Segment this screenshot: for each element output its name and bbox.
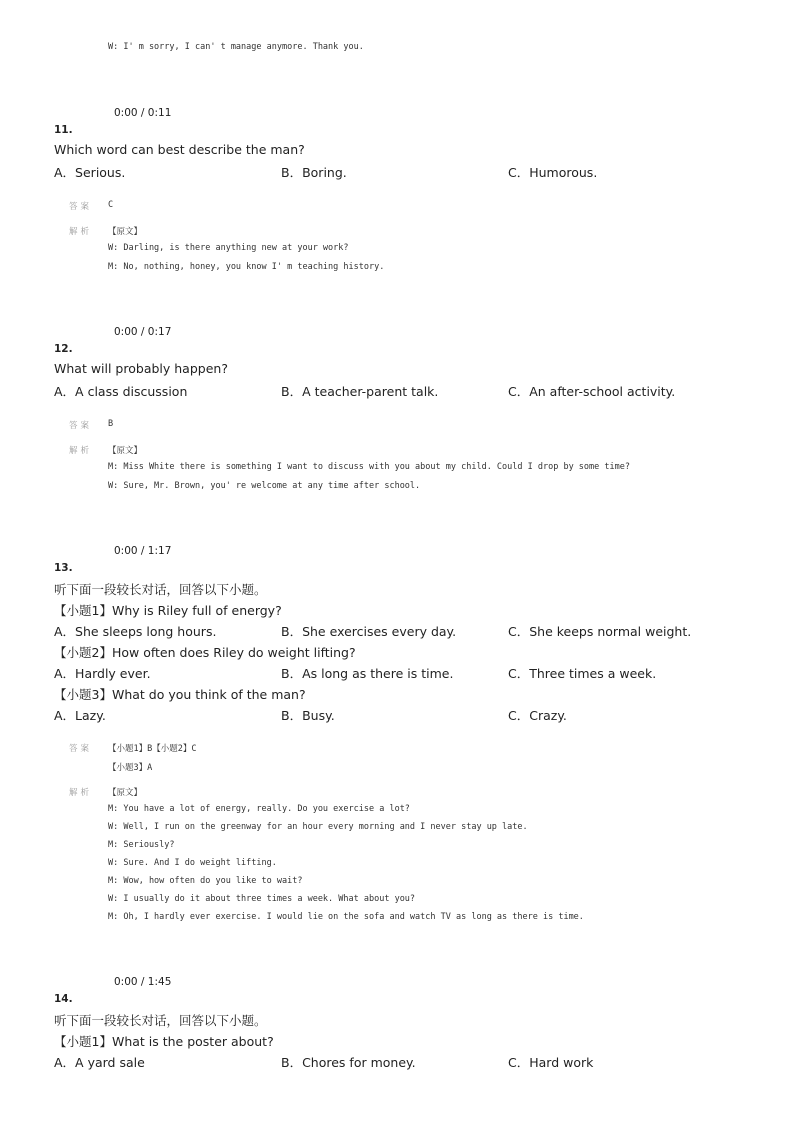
- option-a: A．A class discussion: [54, 384, 188, 399]
- original-text-label: 【原文】: [108, 788, 143, 798]
- option-b: B．A teacher-parent talk.: [281, 384, 439, 399]
- question-text: What will probably happen?: [54, 361, 228, 376]
- analysis-label: 解析: [69, 788, 93, 798]
- option-b: B．She exercises every day.: [281, 624, 457, 639]
- audio-time[interactable]: 0:00 / 0:17: [114, 326, 172, 338]
- answer-label: 答案: [69, 421, 93, 431]
- option-b: B．Chores for money.: [281, 1055, 416, 1070]
- question-number: 14.: [54, 993, 73, 1005]
- option-a: A．She sleeps long hours.: [54, 624, 217, 639]
- option-b: B．As long as there is time.: [281, 666, 454, 681]
- answer-value: C: [108, 200, 114, 210]
- question-intro: 听下面一段较长对话，回答以下小题。: [54, 1013, 267, 1028]
- original-text-label: 【原文】: [108, 227, 143, 237]
- original-text-label: 【原文】: [108, 446, 143, 456]
- transcript-line: M: Miss White there is something I want to discuss with you about my child. Could I drop by some time?: [108, 462, 630, 472]
- question-number: 12.: [54, 343, 73, 355]
- transcript-line: M: Oh, I hardly ever exercise. I would lie on the sofa and watch TV as long as there is time.: [108, 912, 584, 922]
- option-c: C．She keeps normal weight.: [508, 624, 692, 639]
- option-b: B．Boring.: [281, 165, 347, 180]
- transcript-line: W: I usually do it about three times a week. What about you?: [108, 894, 416, 904]
- question-intro: 听下面一段较长对话，回答以下小题。: [54, 582, 267, 597]
- option-a: A．Lazy.: [54, 708, 106, 723]
- audio-time[interactable]: 0:00 / 0:11: [114, 107, 172, 119]
- transcript-line: W: Darling, is there anything new at your work?: [108, 243, 349, 253]
- question-number: 11.: [54, 124, 73, 136]
- audio-time[interactable]: 0:00 / 1:17: [114, 545, 172, 557]
- option-c: C．An after-school activity.: [508, 384, 676, 399]
- sub-question: 【小题1】What is the poster about?: [54, 1034, 274, 1049]
- option-c: C．Humorous.: [508, 165, 598, 180]
- option-b: B．Busy.: [281, 708, 335, 723]
- question-number: 13.: [54, 562, 73, 574]
- option-a: A．Serious.: [54, 165, 126, 180]
- audio-time[interactable]: 0:00 / 1:45: [114, 976, 172, 988]
- analysis-label: 解析: [69, 446, 93, 456]
- question-text: Which word can best describe the man?: [54, 142, 305, 157]
- transcript-line: W: I' m sorry, I can' t manage anymore. Thank you.: [108, 42, 364, 52]
- transcript-line: M: Seriously?: [108, 840, 175, 850]
- transcript-line: W: Sure. And I do weight lifting.: [108, 858, 277, 868]
- transcript-line: M: No, nothing, honey, you know I' m teaching history.: [108, 262, 385, 272]
- option-c: C．Crazy.: [508, 708, 567, 723]
- option-c: C．Three times a week.: [508, 666, 657, 681]
- transcript-line: W: Well, I run on the greenway for an hour every morning and I never stay up late.: [108, 822, 528, 832]
- answer-value: 【小题3】A: [108, 763, 153, 773]
- transcript-line: W: Sure, Mr. Brown, you' re welcome at any time after school.: [108, 481, 421, 491]
- transcript-line: M: You have a lot of energy, really. Do you exercise a lot?: [108, 804, 410, 814]
- sub-question: 【小题1】Why is Riley full of energy?: [54, 603, 282, 618]
- answer-value: B: [108, 419, 114, 429]
- transcript-line: M: Wow, how often do you like to wait?: [108, 876, 303, 886]
- analysis-label: 解析: [69, 227, 93, 237]
- sub-question: 【小题3】What do you think of the man?: [54, 687, 306, 702]
- option-c: C．Hard work: [508, 1055, 594, 1070]
- option-a: A．Hardly ever.: [54, 666, 151, 681]
- answer-label: 答案: [69, 744, 93, 754]
- sub-question: 【小题2】How often does Riley do weight lifting?: [54, 645, 356, 660]
- answer-value: 【小题1】B【小题2】C: [108, 744, 197, 754]
- option-a: A．A yard sale: [54, 1055, 145, 1070]
- answer-label: 答案: [69, 202, 93, 212]
